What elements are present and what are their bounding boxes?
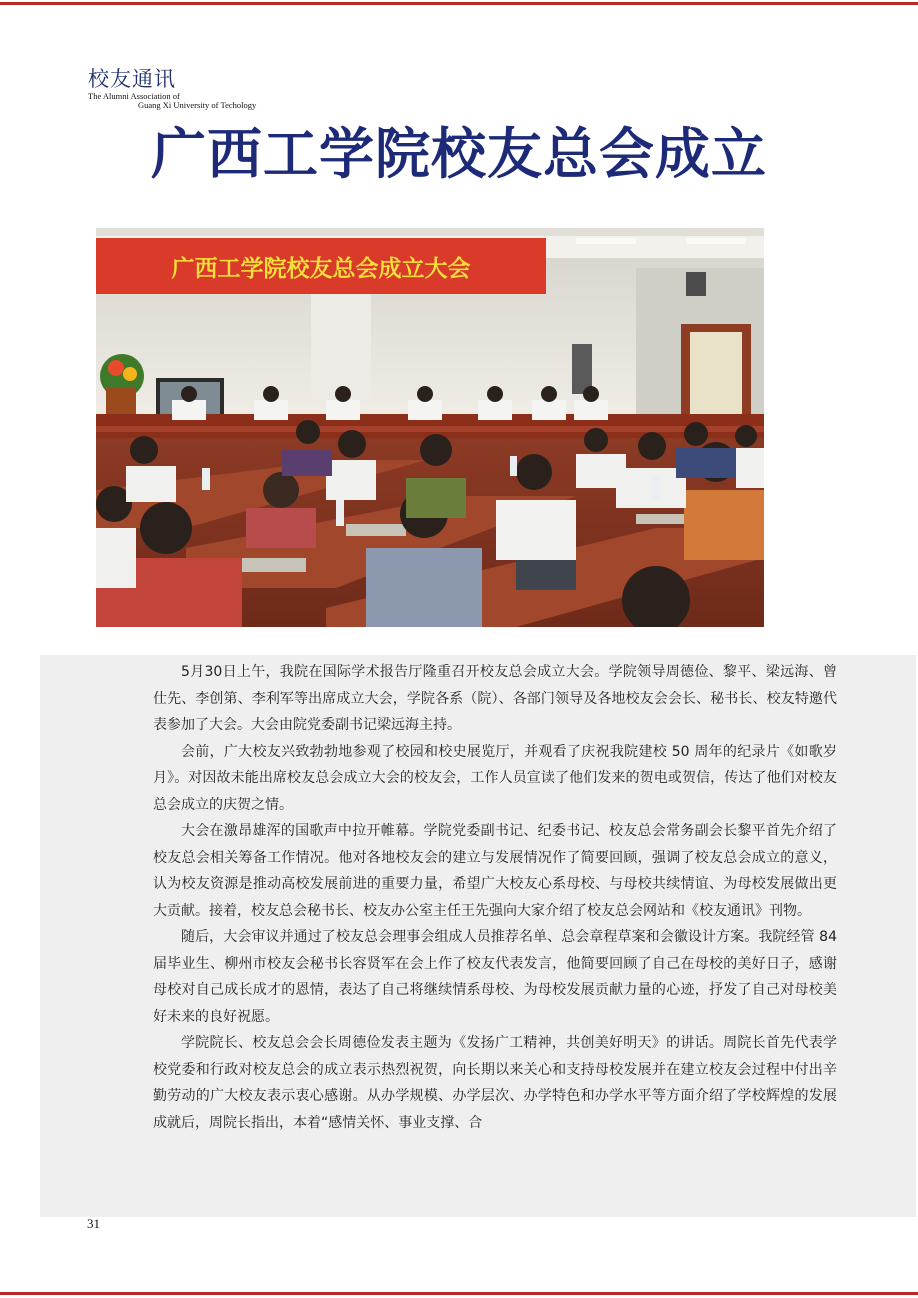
paragraph: 随后，大会审议并通过了校友总会理事会组成人员推荐名单、总会章程草案和会徽设计方案。我院经管 84 届毕业生、柳州市校友会秘书长容贤军在会上作了校友代表发言，他简要回顾了自己在母校的美好日子，感谢母校对自己成长成才的恩情，表达了自己将继续情系母校、为母校发展贡献力量的心迹，抒发了自己对母校美好未来的良好祝愿。	[153, 929, 837, 1025]
page-number: 31	[87, 1216, 100, 1231]
paragraph: 学院院长、校友总会会长周德俭发表主题为《发扬广工精神，共创美好明天》的讲话。周院长首先代表学校党委和行政对校友总会的成立表示热烈祝贺，向长期以来关心和支持母校发展并在建立校友会过程中付出辛勤劳动的广大校友表示衷心感谢。从办学规模、办学层次、办学特色和办学水平等方面介绍了学校辉煌的发展成就后，周院长指出，本着“感情关怀、事业支撑、合	[153, 1035, 837, 1131]
masthead-title: 校友通讯	[88, 67, 176, 91]
masthead-subtitle-line2: Guang Xi University of Techology	[138, 100, 257, 110]
paragraph: 会前，广大校友兴致勃勃地参观了校园和校史展览厅，并观看了庆祝我院建校 50 周年的纪录片《如歌岁月》。对因故未能出席校友总会成立大会的校友会，工作人员宣读了他们发来的贺电或贺信，传达了他们对校友总会成立的庆贺之情。	[153, 743, 837, 813]
article-headline: 广西工学院校友总会成立	[150, 121, 767, 186]
paragraph: 大会在激昂雄浑的国歌声中拉开帷幕。学院党委副书记、纪委书记、校友总会常务副会长黎平首先介绍了校友总会相关筹备工作情况。他对各地校友会的建立与发展情况作了简要回顾，强调了校友总会成立的意义，认为校友资源是推动高校发展前进的重要力量，希望广大校友心系母校、与母校共续情谊、为母校发展做出更大贡献。接着，校友总会秘书长、校友办公室主任王先强向大家介绍了校友总会网站和《校友通讯》刊物。	[153, 823, 837, 919]
banner-text: 广西工学院校友总会成立大会	[171, 256, 471, 282]
paragraph: 5月30日上午，我院在国际学术报告厅隆重召开校友总会成立大会。学院领导周德俭、黎平、梁远海、曾仕先、李创第、李利军等出席成立大会，学院各系（院）、各部门领导及各地校友会会长、秘书长、校友特邀代表参加了大会。大会由院党委副书记梁远海主持。	[153, 664, 837, 733]
article-body-panel	[40, 655, 916, 1217]
masthead-subtitle-line1: The Alumni Association of	[88, 91, 180, 101]
article-body	[153, 659, 837, 1136]
top-red-rule	[0, 2, 918, 5]
meeting-photo	[96, 228, 764, 627]
bottom-red-rule	[0, 1292, 918, 1295]
masthead	[88, 66, 256, 110]
